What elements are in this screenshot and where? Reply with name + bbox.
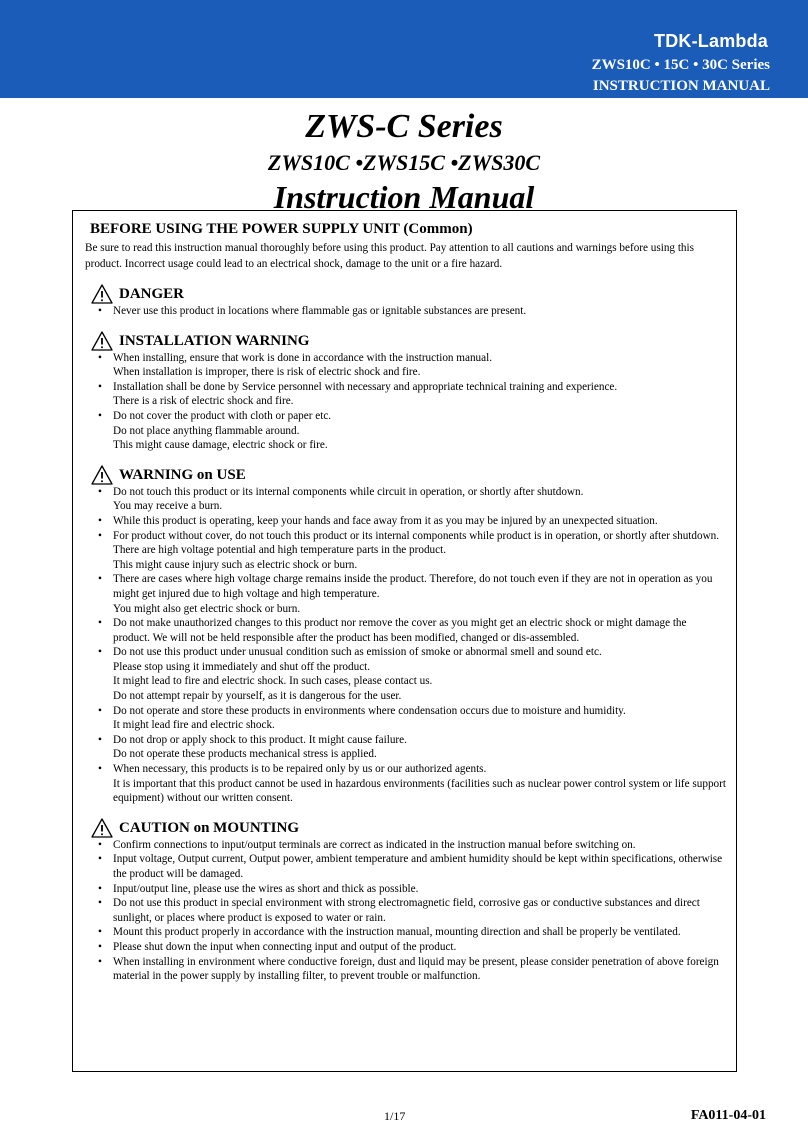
bullet: • <box>98 955 102 968</box>
item-text: Input voltage, Output current, Output power, ambient temperature and ambient humidity should be kept within specifications, otherwise the product will be damaged. <box>113 853 723 880</box>
intro-paragraph: Be sure to read this instruction manual thoroughly before using this product. Pay attention to all cautions and warnings before using this product. Incorrect usage could lead to an electrical shock, damage to the unit or a fire hazard. <box>85 242 694 270</box>
list-item <box>90 572 726 616</box>
list-item <box>90 882 726 897</box>
item-text: When necessary, this products is to be repaired only by us or our authorized agents. <box>113 763 487 776</box>
item-text: Do not cover the product with cloth or paper etc. <box>113 409 332 422</box>
list-item <box>90 852 726 881</box>
list-item <box>90 304 726 319</box>
bullet: • <box>98 853 102 866</box>
item-text: Do not touch this product or its internal components while circuit in operation, or shortly after shutdown. <box>113 485 584 498</box>
list-item <box>90 616 726 645</box>
bullet: • <box>98 305 102 317</box>
bullet: • <box>98 838 102 851</box>
list-item <box>90 380 726 409</box>
item-text: Do not operate and store these products in environments where condensation occurs due to moisture and humidity. <box>113 704 626 717</box>
section-heading <box>91 818 726 838</box>
document-code: FA011-04-01 <box>690 1108 766 1123</box>
list-item <box>90 704 726 733</box>
item-text: Input/output line, please use the wires as short and thick as possible. <box>113 882 419 895</box>
bullet: • <box>98 704 102 717</box>
item-text: Installation shall be done by Service personnel with necessary and appropriate technical training and experience. <box>113 380 618 393</box>
item-text: Please shut down the input when connecting input and output of the product. <box>113 940 457 953</box>
list-item <box>90 925 726 940</box>
item-text: When installation is improper, there is risk of electric shock and fire. <box>113 366 421 379</box>
item-text: It is important that this product cannot be used in hazardous environments (facilities such as nuclear power control system or life support equipment) without our written consent. <box>113 777 726 805</box>
list-item <box>90 529 726 573</box>
item-text: Confirm connections to input/output terminals are correct as indicated in the instruction manual before switching on. <box>113 838 636 851</box>
item-text: Do not use this product in special environment with strong electromagnetic field, corrosive gas or conductive substances and direct sunlight, or places where product is exposed to water or rain. <box>113 897 700 924</box>
item-text: Mount this product properly in accordance with the instruction manual, mounting direction and shall be properly be ventilated. <box>113 926 681 939</box>
item-text: When installing in environment where conductive foreign, dust and liquid may be present, please consider penetration of above foreign material in the power supply by installing filter, to prevent trouble or malfunction. <box>113 955 719 983</box>
bullet: • <box>98 351 102 364</box>
item-text: Do not use this product under unusual condition such as emission of smoke or abnormal smell and sound etc. <box>113 646 602 659</box>
item-text: It might lead fire and electric shock. <box>113 719 275 732</box>
item-text: This might cause damage, electric shock or fire. <box>113 439 328 452</box>
section-title: CAUTION on MOUNTING <box>119 819 300 836</box>
item-text: You may receive a burn. <box>113 500 223 513</box>
list-item <box>90 485 726 514</box>
bullet: • <box>98 573 102 586</box>
warning-triangle-icon <box>91 331 113 351</box>
item-text: There are cases where high voltage charge remains inside the product. Therefore, do not touch even if they are not in operation as you might get injured due to high voltage and high temperature. <box>113 573 713 600</box>
bullet: • <box>98 940 102 953</box>
bullet: • <box>98 409 102 422</box>
list-item <box>90 838 726 853</box>
model-list: ZWS10C •ZWS15C •ZWS30C <box>267 150 541 175</box>
bullet: • <box>98 763 102 776</box>
list-item <box>90 514 726 529</box>
bullet: • <box>98 529 102 542</box>
item-text: This might cause injury such as electric shock or burn. <box>113 558 358 571</box>
bullet-list <box>90 838 726 984</box>
item-text: Never use this product in locations where flammable gas or ignitable substances are present. <box>113 305 527 317</box>
item-text: When installing, ensure that work is done in accordance with the instruction manual. <box>113 351 493 364</box>
bullet: • <box>98 882 102 895</box>
item-text: Do not make unauthorized changes to this product nor remove the cover as you might get an electric shock or might damage the product. We will not be held responsible after the product has been modified, changed or dis-assembled. <box>113 617 687 644</box>
safety-box <box>72 210 737 1072</box>
page-title: ZWS-C Series <box>305 108 503 145</box>
bullet-list <box>90 351 726 453</box>
bullet: • <box>98 380 102 393</box>
header-manual-label: INSTRUCTION MANUAL <box>592 78 770 94</box>
manual-title: Instruction Manual <box>273 179 535 215</box>
warning-triangle-icon <box>91 284 113 304</box>
list-item <box>90 955 726 984</box>
list-item <box>90 762 726 806</box>
section-title: DANGER <box>119 286 185 302</box>
item-text: Do not attempt repair by yourself, as it is dangerous for the user. <box>113 690 402 703</box>
section-warning-on-use <box>90 465 726 806</box>
item-text: Do not drop or apply shock to this product. It might cause failure. <box>113 733 407 746</box>
page-number: 1/17 <box>384 1109 406 1123</box>
list-item <box>90 351 726 380</box>
header-band <box>0 0 808 98</box>
section-danger <box>90 284 726 319</box>
item-text: It might lead to fire and electric shock. In such cases, please contact us. <box>113 675 433 688</box>
warning-triangle-icon <box>91 465 113 485</box>
list-item <box>90 940 726 955</box>
item-text: Do not place anything flammable around. <box>113 424 300 437</box>
brand-name: TDK-Lambda <box>654 31 768 51</box>
item-text: Do not operate these products mechanical stress is applied. <box>113 748 377 761</box>
section-heading <box>91 331 726 351</box>
bullet: • <box>98 514 102 527</box>
bullet: • <box>98 617 102 630</box>
box-heading: BEFORE USING THE POWER SUPPLY UNIT (Common) <box>90 221 473 237</box>
bullet: • <box>98 926 102 939</box>
bullet: • <box>98 646 102 659</box>
section-heading <box>91 284 726 304</box>
bullet: • <box>98 485 102 498</box>
list-item <box>90 409 726 453</box>
item-text: Please stop using it immediately and shut off the product. <box>113 660 371 673</box>
bullet: • <box>98 733 102 746</box>
list-item <box>90 896 726 925</box>
warning-triangle-icon <box>91 818 113 838</box>
item-text: There is a risk of electric shock and fire. <box>113 395 294 408</box>
list-item <box>90 645 726 703</box>
bullet: • <box>98 897 102 910</box>
item-text: You might also get electric shock or burn. <box>113 602 301 615</box>
section-title: INSTALLATION WARNING <box>119 332 310 349</box>
bullet-list <box>90 485 726 806</box>
item-text: For product without cover, do not touch this product or its internal components while product is in operation, or shortly after shutdown. There are high voltage potential and high temperature parts in the product. <box>113 529 720 557</box>
section-title: WARNING on USE <box>119 466 246 483</box>
header-series: ZWS10C • 15C • 30C Series <box>591 57 770 73</box>
section-caution-on-mounting <box>90 818 726 984</box>
section-heading <box>91 465 726 485</box>
list-item <box>90 733 726 762</box>
item-text: While this product is operating, keep your hands and face away from it as you may be injured by an unexpected situation. <box>113 514 658 527</box>
safety-sections <box>90 284 726 984</box>
bullet-list <box>90 304 726 319</box>
section-installation-warning <box>90 331 726 453</box>
